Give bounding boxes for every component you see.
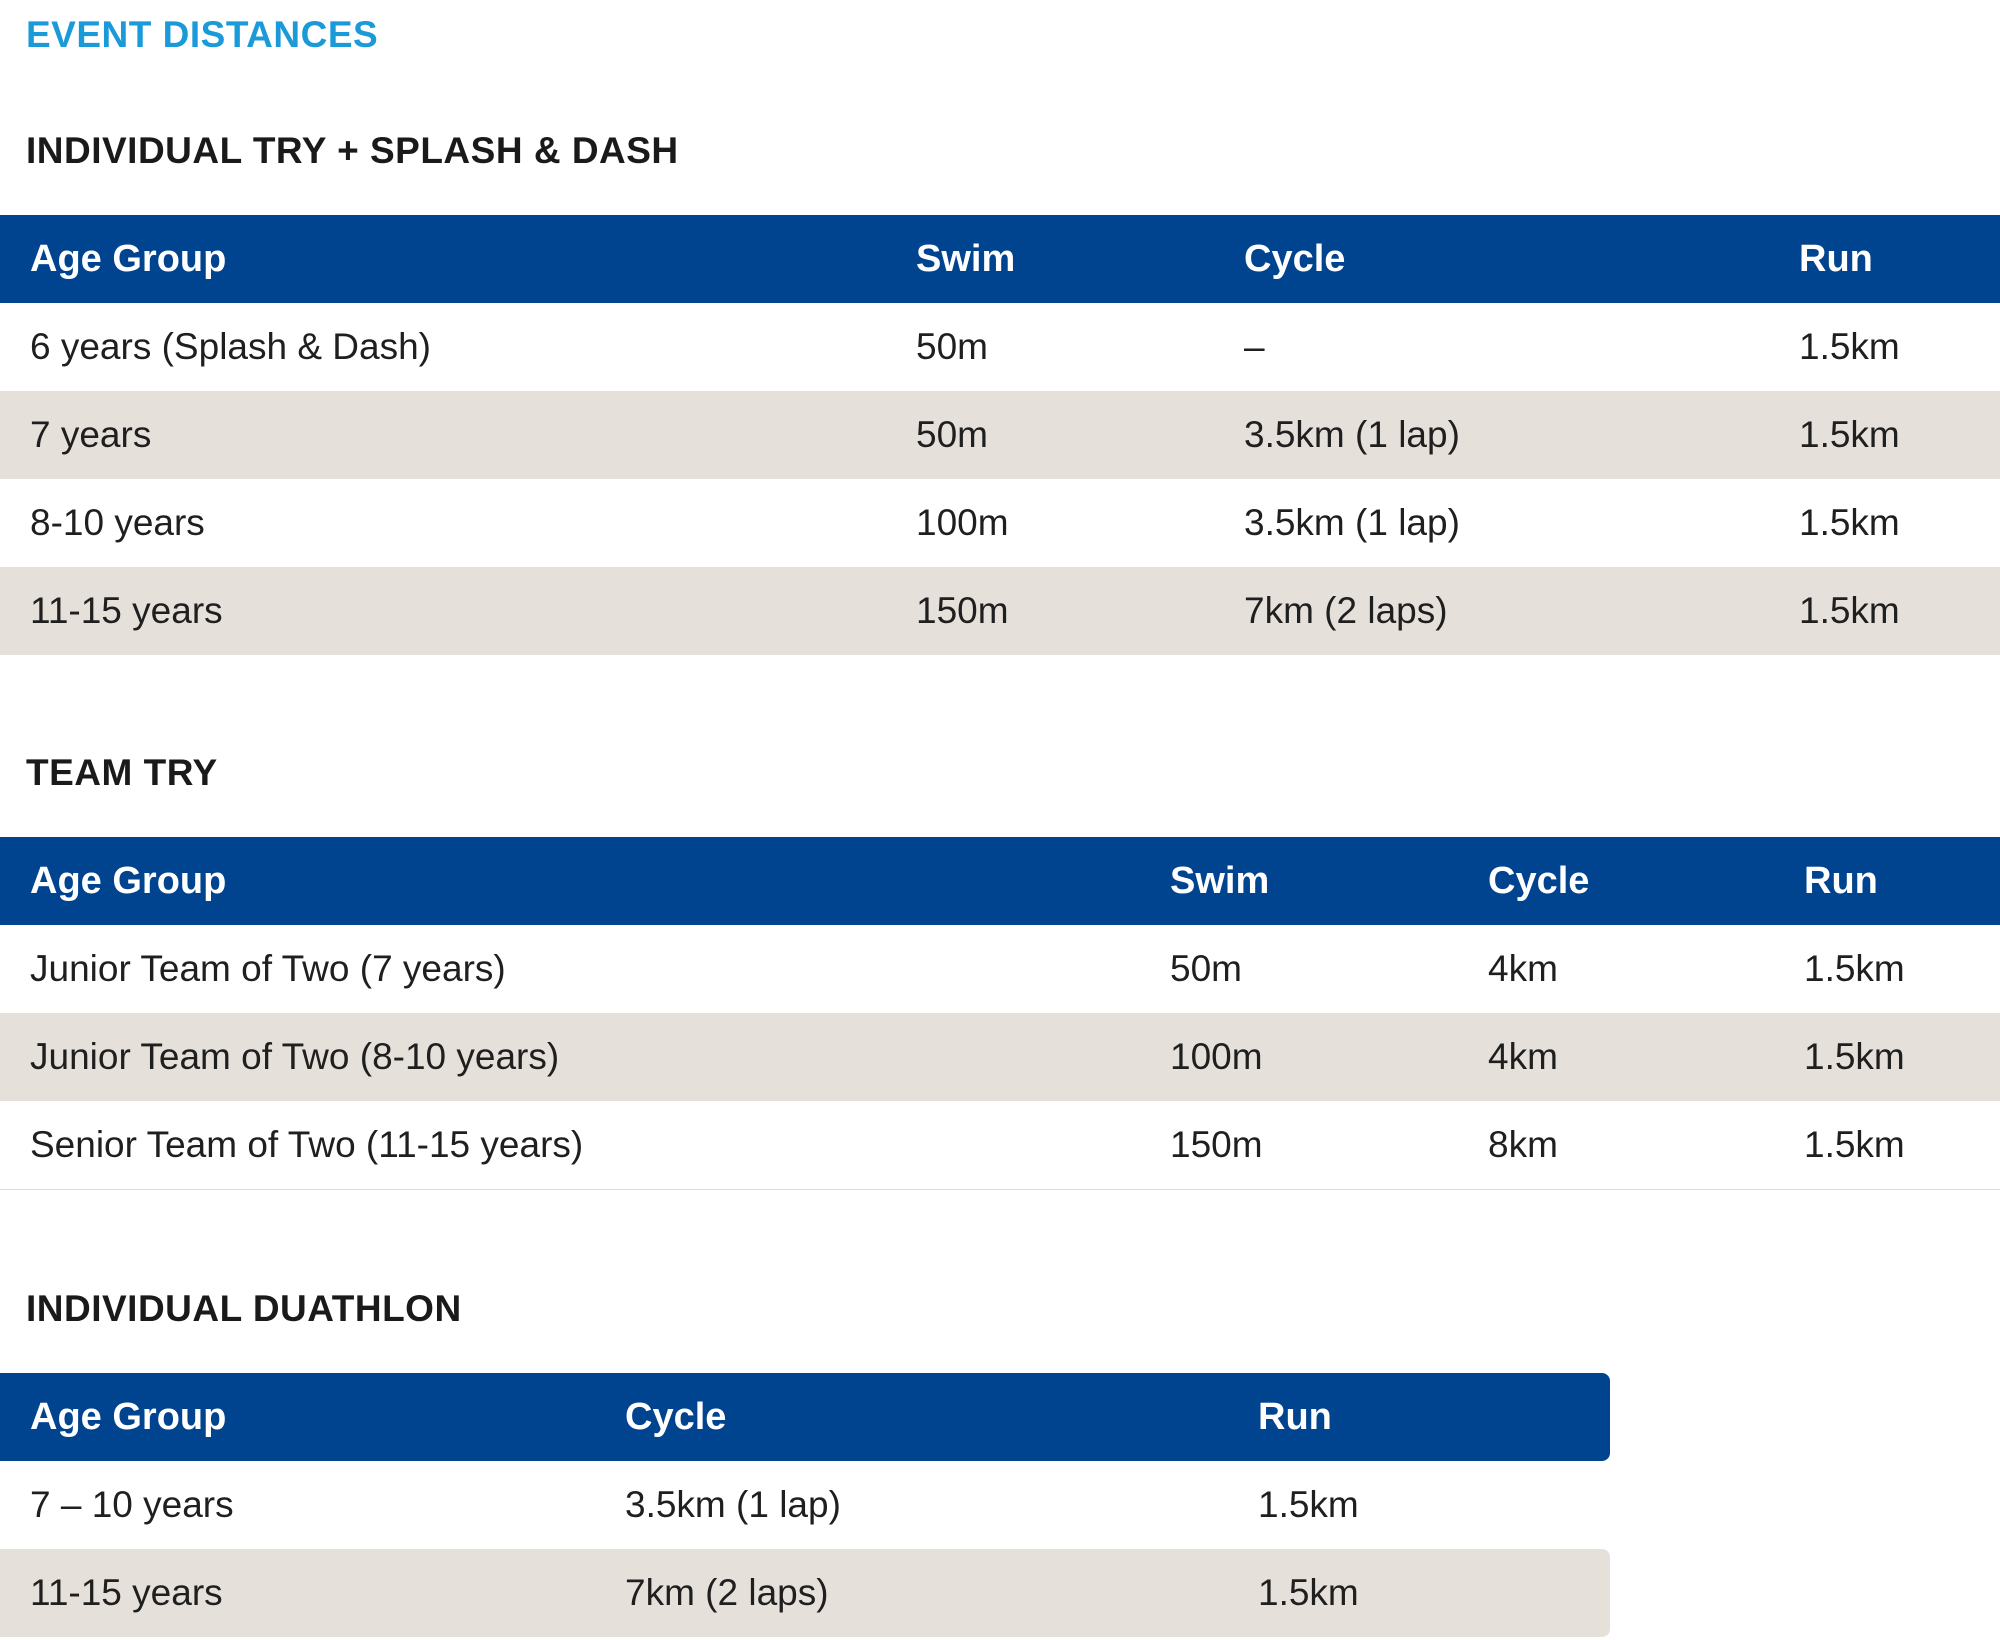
cell-run: 1.5km [1769, 567, 2000, 655]
column-header-cycle: Cycle [595, 1373, 1228, 1461]
column-header-swim: Swim [1140, 837, 1458, 925]
cell-run: 1.5km [1228, 1549, 1610, 1637]
column-header-cycle: Cycle [1458, 837, 1774, 925]
cell-run: 1.5km [1769, 479, 2000, 567]
cell-cycle: 3.5km (1 lap) [1214, 391, 1769, 479]
individual-try-table [0, 215, 2000, 655]
cell-age-group: 11-15 years [0, 1549, 595, 1637]
column-header-swim: Swim [886, 215, 1214, 303]
cell-swim: 150m [886, 567, 1214, 655]
cell-run: 1.5km [1774, 1101, 2000, 1189]
individual-duathlon-table [0, 1373, 1610, 1637]
cell-swim: 50m [886, 303, 1214, 391]
cell-cycle: 7km (2 laps) [1214, 567, 1769, 655]
cell-age-group: 8-10 years [0, 479, 886, 567]
table-row [0, 925, 2000, 1013]
cell-age-group: Junior Team of Two (7 years) [0, 925, 1140, 1013]
column-header-age-group: Age Group [0, 1373, 595, 1461]
column-header-cycle: Cycle [1214, 215, 1769, 303]
column-header-run: Run [1769, 215, 2000, 303]
table-row [0, 1013, 2000, 1101]
cell-age-group: 11-15 years [0, 567, 886, 655]
cell-run: 1.5km [1769, 303, 2000, 391]
cell-cycle: – [1214, 303, 1769, 391]
page-heading: EVENT DISTANCES [26, 14, 379, 55]
table-header-row [0, 215, 2000, 303]
table-row [0, 567, 2000, 655]
table-row [0, 391, 2000, 479]
cell-cycle: 8km [1458, 1101, 1774, 1189]
table-row [0, 303, 2000, 391]
section-title-individual-duathlon: INDIVIDUAL DUATHLON [26, 1288, 462, 1329]
table-row [0, 479, 2000, 567]
cell-swim: 100m [1140, 1013, 1458, 1101]
cell-age-group: Senior Team of Two (11-15 years) [0, 1101, 1140, 1189]
table-header-row [0, 837, 2000, 925]
cell-age-group: 6 years (Splash & Dash) [0, 303, 886, 391]
cell-swim: 100m [886, 479, 1214, 567]
cell-age-group: 7 – 10 years [0, 1461, 595, 1549]
cell-run: 1.5km [1769, 391, 2000, 479]
cell-cycle: 4km [1458, 925, 1774, 1013]
cell-run: 1.5km [1774, 925, 2000, 1013]
cell-age-group: 7 years [0, 391, 886, 479]
cell-age-group: Junior Team of Two (8-10 years) [0, 1013, 1140, 1101]
column-header-run: Run [1774, 837, 2000, 925]
cell-run: 1.5km [1774, 1013, 2000, 1101]
table-row [0, 1549, 1610, 1637]
cell-run: 1.5km [1228, 1461, 1610, 1549]
section-title-team-try: TEAM TRY [26, 752, 218, 793]
column-header-run: Run [1228, 1373, 1610, 1461]
cell-cycle: 3.5km (1 lap) [1214, 479, 1769, 567]
cell-cycle: 4km [1458, 1013, 1774, 1101]
cell-swim: 50m [1140, 925, 1458, 1013]
table-row [0, 1461, 1610, 1549]
section-title-individual-try: INDIVIDUAL TRY + SPLASH & DASH [26, 130, 679, 171]
table-row [0, 1101, 2000, 1189]
cell-cycle: 3.5km (1 lap) [595, 1461, 1228, 1549]
team-try-table [0, 837, 2000, 1190]
column-header-age-group: Age Group [0, 837, 1140, 925]
cell-cycle: 7km (2 laps) [595, 1549, 1228, 1637]
cell-swim: 50m [886, 391, 1214, 479]
cell-swim: 150m [1140, 1101, 1458, 1189]
column-header-age-group: Age Group [0, 215, 886, 303]
table-header-row [0, 1373, 1610, 1461]
